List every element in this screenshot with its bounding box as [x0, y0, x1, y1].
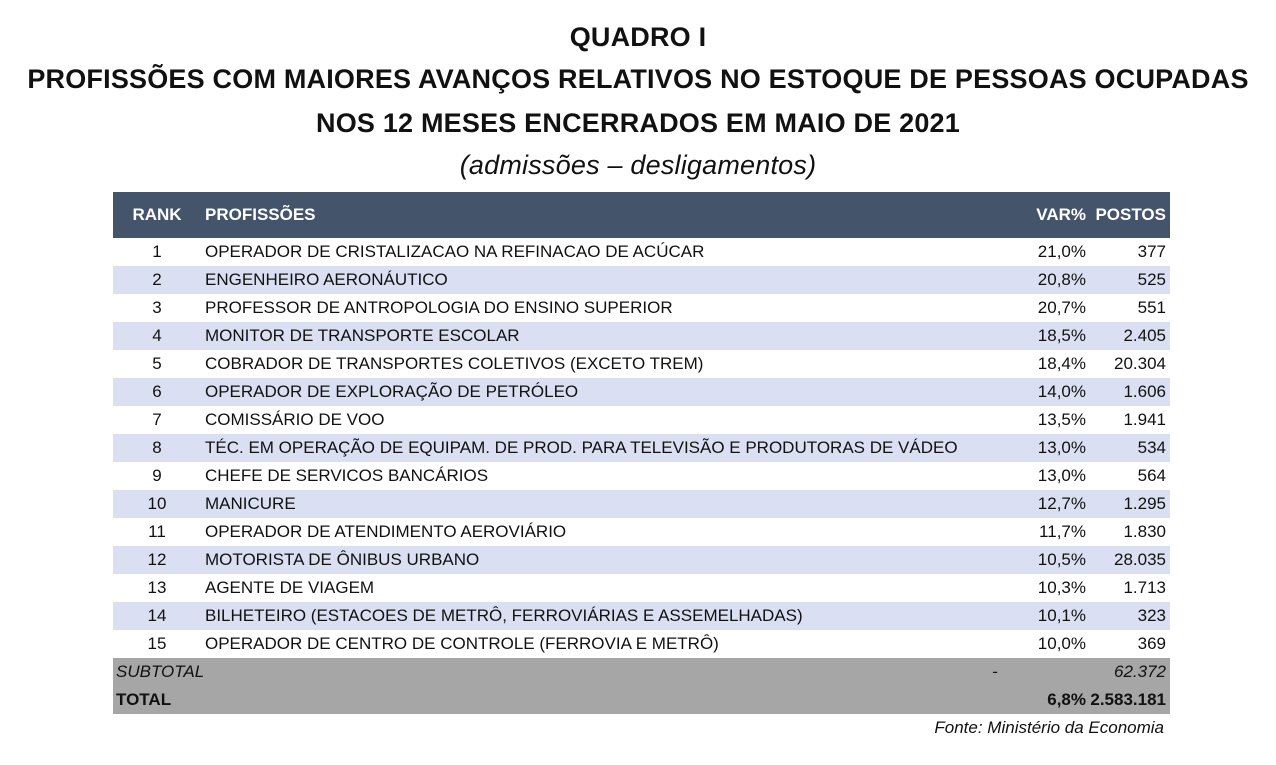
subtotal-postos: 62.372 [1114, 662, 1166, 681]
total-row [113, 686, 1170, 714]
var-cell: 21,0% [1037, 242, 1086, 261]
table-row [113, 434, 1170, 462]
total-var: 6,8% [1047, 690, 1086, 709]
postos-cell: 377 [1137, 242, 1166, 261]
subtotal-row [113, 658, 1170, 686]
profession-cell: OPERADOR DE CENTRO DE CONTROLE (FERROVIA E METRÔ) [205, 634, 719, 653]
profession-cell: MANICURE [205, 494, 296, 513]
var-cell: 18,5% [1037, 326, 1086, 345]
profession-cell: MOTORISTA DE ÔNIBUS URBANO [205, 550, 480, 569]
postos-cell: 28.035 [1114, 550, 1166, 569]
rank-cell: 3 [152, 298, 162, 317]
profession-cell: ENGENHEIRO AERONÁUTICO [205, 270, 448, 289]
rank-cell: 12 [147, 550, 167, 569]
table-row [113, 574, 1170, 602]
table-header-row [113, 192, 1170, 238]
rank-cell: 15 [147, 634, 167, 653]
document-title: QUADRO I [569, 22, 707, 52]
rank-cell: 2 [152, 270, 162, 289]
rank-cell: 5 [152, 354, 162, 373]
rank-cell: 13 [147, 578, 167, 597]
var-cell: 11,7% [1039, 522, 1086, 541]
postos-cell: 2.405 [1123, 326, 1166, 345]
postos-cell: 369 [1137, 634, 1166, 653]
table-row [113, 462, 1170, 490]
var-cell: 10,1% [1037, 606, 1086, 625]
source-note: Fonte: Ministério da Economia [934, 718, 1164, 737]
document-heading-line-1: PROFISSÕES COM MAIORES AVANÇOS RELATIVOS NO ESTOQUE DE PESSOAS OCUPADAS [27, 64, 1249, 94]
total-label: TOTAL [116, 690, 172, 709]
postos-cell: 564 [1137, 466, 1166, 485]
profession-cell: TÉC. EM OPERAÇÃO DE EQUIPAM. DE PROD. PARA TELEVISÃO E PRODUTORAS DE VÁDEO [205, 438, 958, 457]
table-row [113, 238, 1170, 266]
var-cell: 18,4% [1037, 354, 1086, 373]
table-row [113, 350, 1170, 378]
postos-cell: 20.304 [1114, 354, 1166, 373]
professions-table [113, 192, 1170, 714]
table-row [113, 266, 1170, 294]
var-cell: 20,8% [1037, 270, 1086, 289]
var-cell: 14,0% [1037, 382, 1086, 401]
table-row [113, 546, 1170, 574]
table-row [113, 630, 1170, 658]
postos-cell: 534 [1137, 438, 1166, 457]
postos-cell: 323 [1137, 606, 1166, 625]
table-row [113, 294, 1170, 322]
var-cell: 10,5% [1037, 550, 1086, 569]
rank-cell: 4 [152, 326, 162, 345]
profession-cell: PROFESSOR DE ANTROPOLOGIA DO ENSINO SUPERIOR [205, 298, 673, 317]
postos-cell: 1.941 [1123, 410, 1166, 429]
total-postos: 2.583.181 [1090, 690, 1166, 709]
document-heading-line-2: NOS 12 MESES ENCERRADOS EM MAIO DE 2021 [316, 108, 960, 138]
var-cell: 20,7% [1037, 298, 1086, 317]
var-cell: 10,3% [1037, 578, 1086, 597]
rank-cell: 11 [148, 522, 166, 541]
postos-cell: 525 [1137, 270, 1166, 289]
rank-cell: 7 [152, 410, 162, 429]
subtotal-label: SUBTOTAL [116, 662, 205, 681]
postos-cell: 551 [1137, 298, 1166, 317]
header-postos: POSTOS [1095, 205, 1166, 224]
table-row [113, 490, 1170, 518]
subtotal-var: - [992, 662, 998, 681]
rank-cell: 9 [152, 466, 162, 485]
table-row [113, 378, 1170, 406]
profession-cell: OPERADOR DE ATENDIMENTO AEROVIÁRIO [205, 522, 567, 541]
postos-cell: 1.606 [1123, 382, 1166, 401]
rank-cell: 1 [152, 242, 162, 261]
profession-cell: OPERADOR DE EXPLORAÇÃO DE PETRÓLEO [205, 382, 579, 401]
profession-cell: MONITOR DE TRANSPORTE ESCOLAR [205, 326, 520, 345]
var-cell: 12,7% [1037, 494, 1086, 513]
var-cell: 13,0% [1037, 438, 1086, 457]
table-row [113, 322, 1170, 350]
var-cell: 10,0% [1037, 634, 1086, 653]
postos-cell: 1.295 [1123, 494, 1166, 513]
header-profession: PROFISSÕES [205, 205, 316, 224]
header-var: VAR% [1036, 205, 1086, 224]
document-subtitle: (admissões – desligamentos) [459, 150, 817, 180]
postos-cell: 1.713 [1123, 578, 1166, 597]
profession-cell: COBRADOR DE TRANSPORTES COLETIVOS (EXCETO TREM) [205, 354, 704, 373]
rank-cell: 14 [147, 606, 167, 625]
table-row [113, 602, 1170, 630]
rank-cell: 6 [152, 382, 162, 401]
profession-cell: CHEFE DE SERVICOS BANCÁRIOS [205, 466, 489, 485]
profession-cell: BILHETEIRO (ESTACOES DE METRÔ, FERROVIÁRIAS E ASSEMELHADAS) [205, 606, 803, 625]
var-cell: 13,0% [1037, 466, 1086, 485]
header-rank: RANK [132, 205, 182, 224]
profession-cell: OPERADOR DE CRISTALIZACAO NA REFINACAO DE ACÚCAR [205, 242, 705, 261]
table-row [113, 518, 1170, 546]
rank-cell: 10 [147, 494, 167, 513]
table-row [113, 406, 1170, 434]
var-cell: 13,5% [1037, 410, 1086, 429]
profession-cell: AGENTE DE VIAGEM [205, 578, 375, 597]
profession-cell: COMISSÁRIO DE VOO [205, 410, 385, 429]
postos-cell: 1.830 [1123, 522, 1166, 541]
rank-cell: 8 [152, 438, 162, 457]
